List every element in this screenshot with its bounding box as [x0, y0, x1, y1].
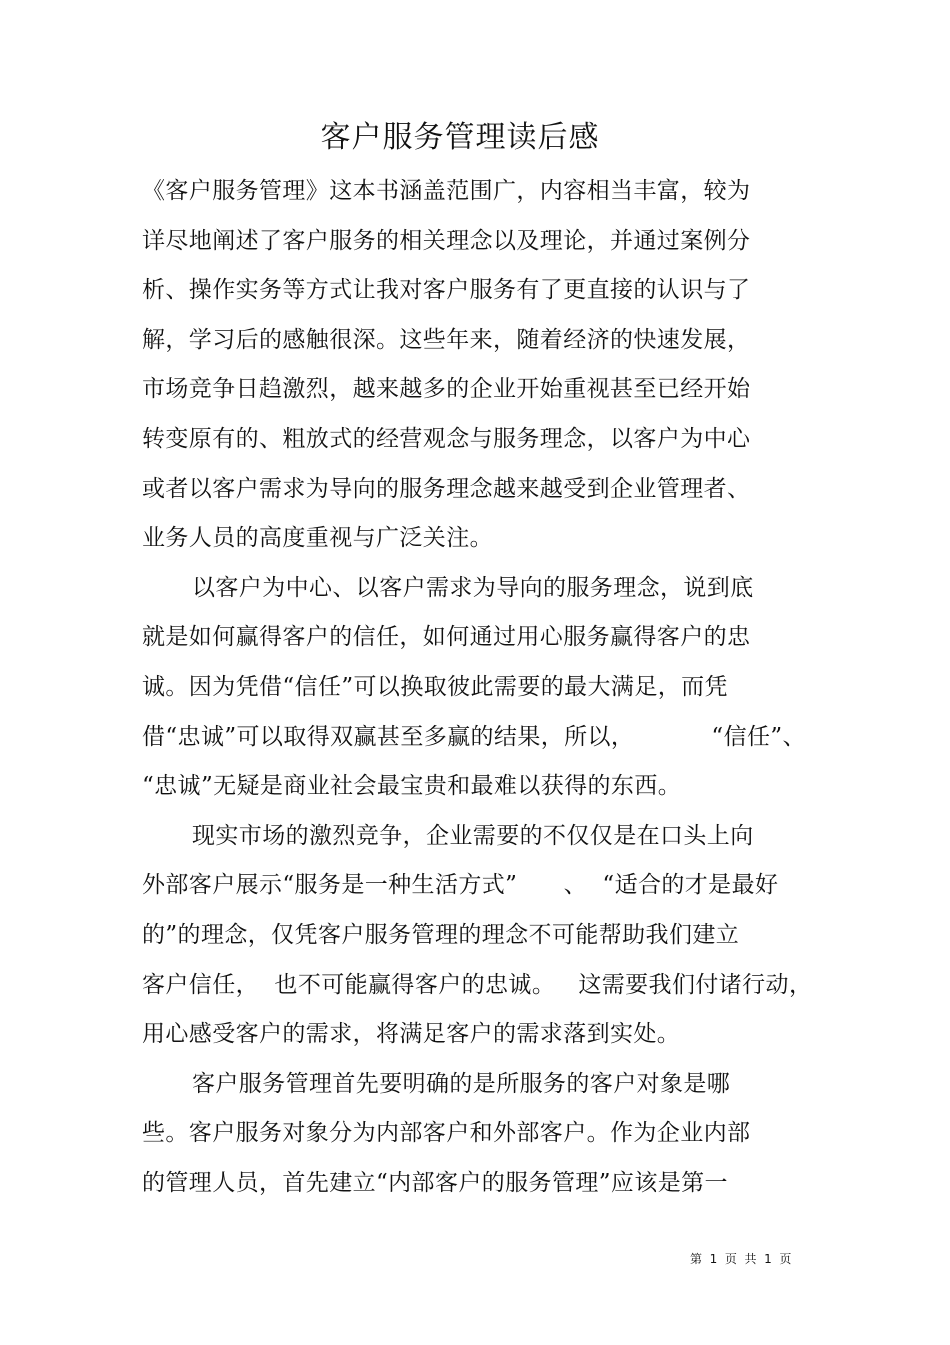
text-line: 或者以客户需求为导向的服务理念越来越受到企业管理者、: [142, 476, 751, 502]
text-line: 就是如何赢得客户的信任，如何通过用心服务赢得客户的忠: [142, 624, 751, 650]
text-line: 《客户服务管理》这本书涵盖范围广，内容相当丰富，较为: [142, 178, 751, 204]
text-line: “忠诚”无疑是商业社会最宝贵和最难以获得的东西。: [142, 773, 682, 799]
text-line: 诚。因为凭借“信任”可以换取彼此需要的最大满足，而凭: [142, 674, 728, 700]
text-line: 些。客户服务对象分为内部客户和外部客户。作为企业内部: [142, 1120, 751, 1146]
text-line: 客户服务管理首先要明确的是所服务的客户对象是哪: [192, 1071, 731, 1097]
text-line: 析、操作实务等方式让我对客户服务有了更直接的认识与了: [142, 277, 751, 303]
text-line: 的管理人员，首先建立“内部客户的服务管理”应该是第一: [142, 1170, 728, 1196]
text-line: 借“忠诚”可以取得双赢甚至多赢的结果，所以， “信任”、: [142, 724, 806, 750]
text-line: 解，学习后的感触很深。这些年来，随着经济的快速发展，: [142, 327, 751, 353]
text-line: 的”的理念，仅凭客户服务管理的理念不可能帮助我们建立: [142, 922, 740, 948]
text-line: 现实市场的激烈竞争，企业需要的不仅仅是在口头上向: [192, 823, 754, 849]
text-line: 业务人员的高度重视与广泛关注。: [142, 525, 493, 551]
text-line: 外部客户展示“服务是一种生活方式” 、 “适合的才是最好: [142, 872, 779, 898]
page-number-footer: 第 1 页 共 1 页: [690, 1252, 792, 1266]
text-line: 详尽地阐述了客户服务的相关理念以及理论，并通过案例分: [142, 228, 751, 254]
text-line: 市场竞争日趋激烈，越来越多的企业开始重视甚至已经开始: [142, 376, 751, 402]
text-line: 客户信任， 也不可能赢得客户的忠诚。 这需要我们付诸行动，: [142, 972, 813, 998]
text-line: 以客户为中心、以客户需求为导向的服务理念，说到底: [192, 575, 754, 601]
text-line: 转变原有的、粗放式的经营观念与服务理念，以客户为中心: [142, 426, 751, 452]
text-line: 用心感受客户的需求，将满足客户的需求落到实处。: [142, 1021, 681, 1047]
document-title: 客户服务管理读后感: [320, 120, 600, 155]
